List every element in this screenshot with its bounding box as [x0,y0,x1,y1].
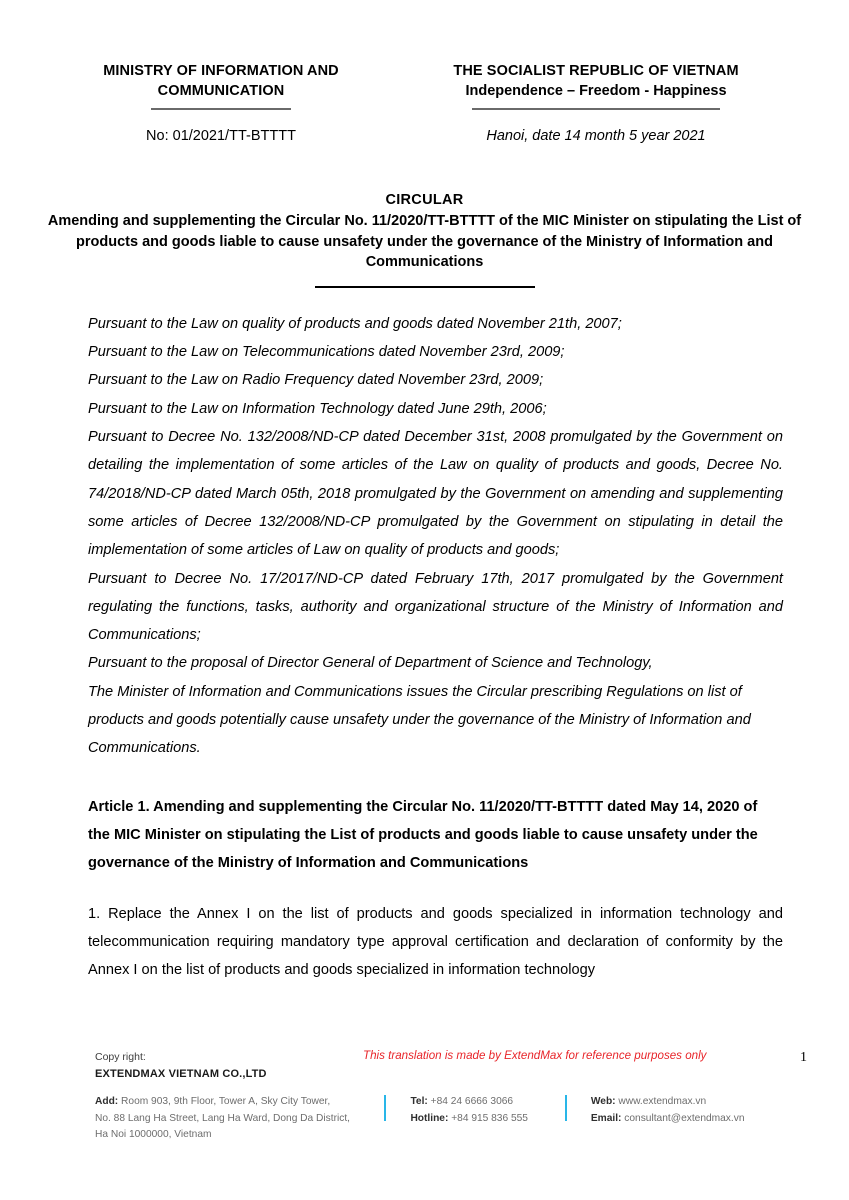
preamble-line: Pursuant to the Law on Radio Frequency dated November 23rd, 2009; [88,372,544,389]
header-right-rule [472,108,720,110]
address-line-2: No. 88 Lang Ha Street, Lang Ha Ward, Dong Da District, [95,1112,350,1124]
footer-contacts [95,1094,789,1144]
translation-disclaimer: This translation is made by ExtendMax for reference purposes only [363,1049,707,1063]
phone-column [384,1094,564,1144]
header-left-rule [151,108,291,110]
issue-date: Hanoi, date 14 month 5 year 2021 [486,128,706,145]
address-line-1: Room 903, 9th Floor, Tower A, Sky City Tower, [121,1096,331,1108]
preamble-line: Pursuant to Decree No. 17/2017/ND-CP dated February 17th, 2017 promulgated by the Government regulating the functions, tasks, authority and organizational structure of the Ministry of Information and Communications; [88,570,783,644]
national-motto: Independence – Freedom - Happiness [465,82,727,99]
preamble-line: Pursuant to the proposal of Director General of Department of Science and Technology, [88,655,653,672]
document-subject: Amending and supplementing the Circular No. 11/2020/TT-BTTTT of the MIC Minister on stipulating the List of products and goods liable to cause unsafety under the governance of the Ministry of Information and Communications [47,213,802,271]
country-name: THE SOCIALIST REPUBLIC OF VIETNAM [453,63,739,79]
address-label: Add: [95,1096,119,1108]
column-divider [565,1095,567,1121]
address-line-3: Ha Noi 1000000, Vietnam [95,1129,212,1141]
column-divider [384,1095,386,1121]
title-block [47,192,802,288]
email-label: Email: [590,1112,622,1124]
copy-right-label: Copy right: [95,1051,146,1064]
web-value[interactable]: www.extendmax.vn [618,1096,707,1108]
page-number: 1 [800,1050,807,1066]
tel-value: +84 24 6666 3066 [430,1096,514,1108]
document-type: CIRCULAR [385,192,464,209]
preamble-line: Pursuant to the Law on quality of products and goods dated November 21th, 2007; [88,315,622,332]
company-name: EXTENDMAX VIETNAM CO.,LTD [95,1067,267,1080]
preamble-line: The Minister of Information and Communications issues the Circular prescribing Regulations on list of products and goods potentially cause unsafety under the governance of the Ministry of Information and Communications. [88,683,751,757]
document-body [88,310,783,985]
document-footer [0,1049,849,1144]
document-number: No: 01/2021/TT-BTTTT [146,128,296,145]
preamble-line: Pursuant to Decree No. 132/2008/ND-CP dated December 31st, 2008 promulgated by the Government on detailing the implementation of some articles of the Law on quality of products and goods, Decree No. 74/2018/ND-CP dated March 05th, 2018 promulgated by the Government on amending and supplementing some articles of Decree 132/2008/ND-CP promulgated by the Government on stipulating in detail the implementation of some articles of Law on quality of products and goods; [88,429,783,559]
article-1-clause-1: 1. Replace the Annex I on the list of products and goods specialized in information technology and telecommunication requiring mandatory type approval certification and declaration of conformity by the Annex I on the list of products and goods specialized in information technology [88,905,783,979]
email-value[interactable]: consultant@extendmax.vn [624,1112,745,1124]
address-column [95,1094,384,1144]
article-1-heading: Article 1. Amending and supplementing the Circular No. 11/2020/TT-BTTTT dated May 14, 2020 of the MIC Minister on stipulating the List of products and goods liable to cause unsafety under the governance of the Ministry of Information and Communications [88,798,758,872]
header-right-column [360,62,780,144]
footer-top-row [95,1049,807,1083]
header-left-column [60,62,360,144]
preamble-line: Pursuant to the Law on Information Technology dated June 29th, 2006; [88,400,547,417]
hotline-value: +84 915 836 555 [451,1112,528,1124]
hotline-label: Hotline: [410,1112,449,1124]
document-header [0,0,849,144]
web-column [565,1094,789,1144]
web-label: Web: [590,1096,616,1108]
ministry-name: MINISTRY OF INFORMATION AND COMMUNICATION [103,63,339,99]
title-divider [315,286,535,288]
tel-label: Tel: [410,1096,428,1108]
preamble-line: Pursuant to the Law on Telecommunications dated November 23rd, 2009; [88,344,565,361]
